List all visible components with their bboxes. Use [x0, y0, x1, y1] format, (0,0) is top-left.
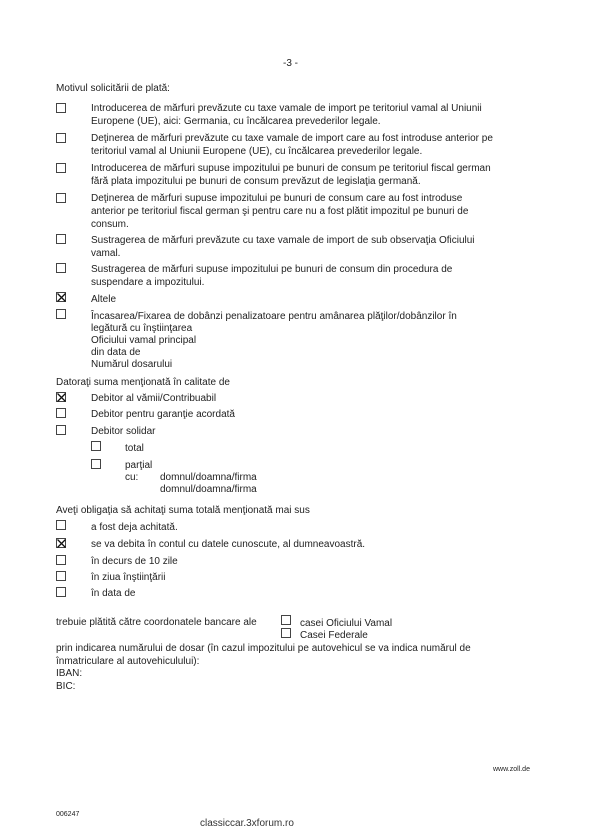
checkbox-reason-dobanzi[interactable] — [56, 309, 66, 319]
iban-label: IBAN: — [56, 668, 83, 679]
footer-site: www.zoll.de — [493, 766, 530, 773]
checkbox-total[interactable] — [91, 441, 101, 451]
casa-oficiu-label: casei Oficiului Vamal — [300, 618, 393, 629]
reason-4-line-3: consum. — [91, 219, 129, 230]
checkbox-casa-federala[interactable] — [281, 628, 291, 638]
debitor-solidar-label: Debitor solidar — [91, 426, 156, 437]
reason-6-line-2: suspendare a impozitului. — [91, 277, 205, 288]
reason-1-line-1: Introducerea de mărfuri prevăzute cu taxe vamale de import pe teritoriul vamal al Uniunii — [91, 103, 482, 114]
ziua-instiintarii-label: în ziua înştiinţării — [91, 572, 166, 583]
dosar-line-1: prin indicarea numărului de dosar (în cazul impozitului pe autovehicul se va indica numărul de — [56, 643, 471, 654]
reason-8-line-1: Încasarea/Fixarea de dobânzi penalizatoare pentru amânarea plăţilor/dobânzilor în — [91, 311, 457, 322]
checkbox-achitata[interactable] — [56, 520, 66, 530]
section2-title: Datoraţi suma menţionată în calitate de — [56, 377, 230, 388]
cu-line-1: domnul/doamna/firma — [160, 472, 257, 483]
achitata-label: a fost deja achitată. — [91, 522, 178, 533]
reason-8-line-5: Numărul dosarului — [91, 359, 173, 370]
debitare-label: se va debita în contul cu datele cunoscute, al dumneavoastră. — [91, 539, 366, 550]
check-mark-icon — [57, 393, 66, 402]
reason-3-line-1: Introducerea de mărfuri supuse impozitului pe bunuri de consum pe teritoriul fiscal german — [91, 163, 491, 174]
reason-8-line-3: Oficiului vamal principal — [91, 335, 197, 346]
debitor-vama-label: Debitor al vămii/Contribuabil — [91, 393, 217, 404]
bank-lead-text: trebuie plătită către coordonatele bancare ale — [56, 617, 257, 628]
checkbox-data-de[interactable] — [56, 587, 66, 597]
checkbox-reason-3[interactable] — [56, 163, 66, 173]
checkbox-debitor-garantie[interactable] — [56, 408, 66, 418]
debitor-garantie-label: Debitor pentru garanţie acordată — [91, 409, 235, 420]
data-de-label: în data de — [91, 588, 136, 599]
checkbox-10-zile[interactable] — [56, 555, 66, 565]
reason-4-line-1: Deţinerea de mărfuri supuse impozitului pe bunuri de consum care au fost introduse — [91, 193, 463, 204]
reason-1-line-2: Europene (UE), aici: Germania, cu încălcarea prevederilor legale. — [91, 116, 381, 127]
reason-8-line-4: din data de — [91, 347, 141, 358]
checkbox-partial[interactable] — [91, 459, 101, 469]
section1-title: Motivul solicitării de plată: — [56, 83, 170, 94]
footer-code: 006247 — [56, 811, 80, 818]
checkbox-reason-6[interactable] — [56, 263, 66, 273]
partial-label: parţial — [125, 460, 153, 471]
casa-federala-label: Casei Federale — [300, 630, 368, 641]
page-number: -3 - — [283, 58, 298, 69]
watermark: classiccar.3xforum.ro — [200, 818, 294, 829]
checkbox-reason-4[interactable] — [56, 193, 66, 203]
checkbox-debitare[interactable] — [56, 538, 66, 548]
total-label: total — [125, 443, 144, 454]
checkbox-debitor-solidar[interactable] — [56, 425, 66, 435]
reason-4-line-2: anterior pe teritoriul fiscal german şi pentru care nu a fost plătit impozitul pe bunuri de — [91, 206, 469, 217]
cu-label: cu: — [125, 472, 139, 483]
checkbox-reason-2[interactable] — [56, 133, 66, 143]
10-zile-label: în decurs de 10 zile — [91, 556, 178, 567]
reason-altele-label: Altele — [91, 294, 117, 305]
checkbox-reason-altele[interactable] — [56, 292, 66, 302]
check-mark-icon — [57, 293, 66, 302]
cu-line-2: domnul/doamna/firma — [160, 484, 257, 495]
reason-2-line-1: Deţinerea de mărfuri prevăzute cu taxe vamale de import care au fost introduse anterior pe — [91, 133, 493, 144]
checkbox-ziua-instiintarii[interactable] — [56, 571, 66, 581]
reason-6-line-1: Sustragerea de mărfuri supuse impozitului pe bunuri de consum din procedura de — [91, 264, 453, 275]
checkbox-casa-oficiu[interactable] — [281, 615, 291, 625]
reason-5-line-2: vamal. — [91, 248, 121, 259]
checkbox-reason-1[interactable] — [56, 103, 66, 113]
bic-label: BIC: — [56, 681, 76, 692]
reason-5-line-1: Sustragerea de mărfuri prevăzute cu taxe vamale de import de sub observaţia Oficiului — [91, 235, 475, 246]
reason-3-line-2: fără plata impozitului pe bunuri de consum prevăzut de legislaţia germană. — [91, 176, 421, 187]
check-mark-icon — [57, 539, 66, 548]
reason-8-line-2: legătură cu înştiinţarea — [91, 323, 193, 334]
checkbox-reason-5[interactable] — [56, 234, 66, 244]
dosar-line-2: înmatriculare al autovehiculului): — [56, 656, 200, 667]
reason-2-line-2: teritoriul vamal al Uniunii Europene (UE), cu încălcarea prevederilor legale. — [91, 146, 423, 157]
section3-title: Aveţi obligaţia să achitaţi suma totală menţionată mai sus — [56, 505, 310, 516]
checkbox-debitor-vama[interactable] — [56, 392, 66, 402]
